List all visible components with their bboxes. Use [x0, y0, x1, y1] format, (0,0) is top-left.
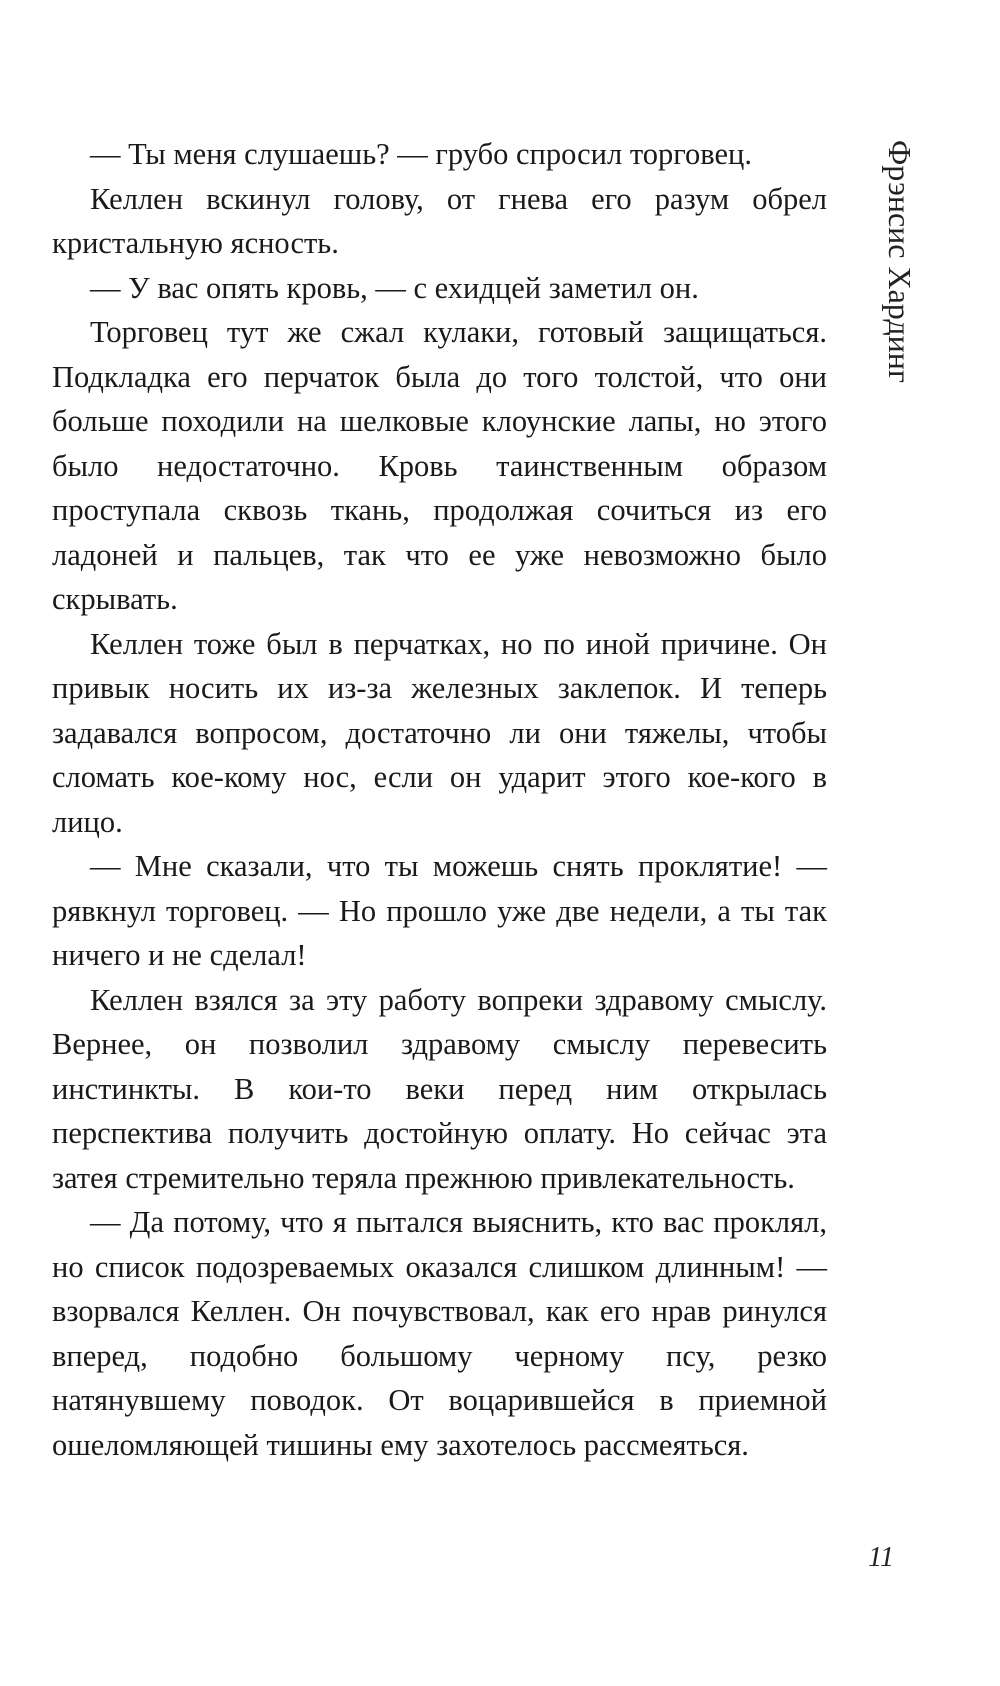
body-text: [52, 132, 827, 1467]
paragraph: — Ты меня слушаешь? — грубо спросил торговец.: [90, 137, 752, 171]
page-number: 11: [868, 1542, 894, 1573]
paragraph: Келлен взялся за эту работу вопреки здравому смыслу. Вернее, он позволил здравому смыслу перевесить инстинкты. В кои-то веки перед ним открылась перспектива получить достойную оплату. Но сейчас эта затея стремительно теряла прежнюю привлекательность.: [52, 982, 827, 1195]
running-head-author: Фрэнсис Хардинг: [882, 140, 918, 384]
paragraph: Торговец тут же сжал кулаки, готовый защищаться. Подкладка его перчаток была до того толстой, что они больше походили на шелковые клоунские лапы, но этого было недостаточно. Кровь таинственным образом проступала сквозь ткань, продолжая сочиться из его ладоней и пальцев, так что ее уже невозможно было скрывать.: [52, 315, 827, 616]
paragraph: Келлен вскинул голову, от гнева его разум обрел кристальную ясность.: [52, 181, 827, 260]
paragraph: Келлен тоже был в перчатках, но по иной причине. Он привык носить их из-за железных заклепок. И теперь задавался вопросом, достаточно ли они тяжелы, чтобы сломать кое-кому нос, если он ударит этого кое-кого в лицо.: [52, 626, 827, 839]
paragraph: — Да потому, что я пытался выяснить, кто вас проклял, но список подозреваемых оказался слишком длинным! — взорвался Келлен. Он почувствовал, как его нрав ринулся вперед, подобно большому черному псу, резко натянувшему поводок. От воцарившейся в приемной ошеломляющей тишины ему захотелось рассмеяться.: [52, 1205, 827, 1462]
paragraph: — У вас опять кровь, — с ехидцей заметил он.: [90, 270, 699, 305]
paragraph: — Мне сказали, что ты можешь снять проклятие! — рявкнул торговец. — Но прошло уже две недели, а ты так ничего и не сделал!: [52, 849, 827, 972]
